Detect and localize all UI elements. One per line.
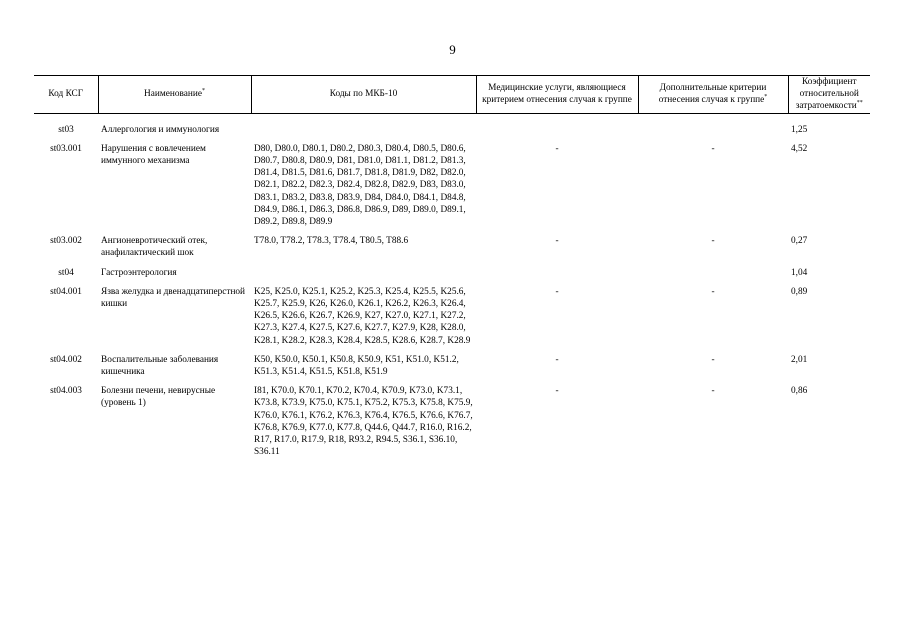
cell-name: Нарушения с вовлечением иммунного механизма (101, 143, 206, 167)
cell-services (476, 267, 638, 286)
cell-name: Гастроэнтерология (101, 267, 177, 278)
cell-coefficient: 1,04 (791, 267, 808, 278)
cell-mkb: T78.0, T78.2, T78.3, T78.4, T80.5, T88.6 (254, 236, 409, 247)
table-row (34, 267, 870, 286)
cell-code: st04.003 (50, 386, 82, 397)
cell-services: - (555, 354, 559, 365)
header-coefficient-footnote-mark: ** (856, 100, 863, 107)
cell-additional (638, 113, 788, 143)
cell-coefficient: 0,89 (791, 286, 808, 297)
cell-mkb: D80, D80.0, D80.1, D80.2, D80.3, D80.4, D80.5, D80.6, D80.7, D80.8, D80.9, D81, D81.0, D81.1, D81.2, D81.3, D81.4, D81.5, D81.6, D81.7, D81.8, D81.9, D82, D82.0, D82.1, D82.2, D82.3, D82.4, D82.8, D82.9, D83, D83.0, D83.1, D83.2, D83.8, D83.9, D84, D84.0, D84.1, D84.8, D84.9, D86.1, D86.3, D86.8, D86.9, D89, D89.0, D89.1, D89.2, D89.8, D89.9 (254, 143, 466, 228)
header-additional: Дополнительные критерии отнесения случая к группе* (638, 76, 788, 114)
cell-mkb: I81, K70.0, K70.1, K70.2, K70.4, K70.9, K73.0, K73.1, K73.8, K73.9, K75.0, K75.1, K75.2, K75.3, K75.8, K75.9, K76.0, K76.1, K76.2, K76.3, K76.4, K76.5, K76.6, K76.7, K76.8, K76.9, K77.0, K77.8, Q44.6, Q44.7, R16.0, R16.2, R17, R17.0, R17.9, R18, R93.2, R94.5, S36.1, S36.10, S36.11 (254, 386, 473, 458)
header-name: Наименование* (98, 76, 251, 114)
header-name-footnote-mark: * (201, 88, 205, 95)
cell-code: st04 (58, 267, 74, 278)
cell-name: Язва желудка и двенадцатиперстной кишки (101, 286, 246, 310)
table-row (34, 235, 870, 266)
table-row (34, 286, 870, 354)
cell-coefficient: 2,01 (791, 354, 808, 365)
table-body (34, 113, 870, 465)
cell-services: - (555, 286, 559, 297)
cell-name: Болезни печени, невирусные (уровень 1) (101, 386, 216, 409)
cell-services: - (555, 143, 559, 154)
header-mkb: Коды по МКБ-10 (251, 76, 476, 114)
cell-additional: - (711, 286, 715, 297)
table-row (34, 354, 870, 385)
cell-name: Воспалительные заболевания кишечника (101, 354, 219, 378)
cell-code: st04.001 (50, 286, 82, 297)
table-row (34, 143, 870, 235)
header-coefficient: Коэффициент относительной затратоемкости** (788, 76, 870, 114)
table-row (34, 385, 870, 465)
ksg-table (34, 75, 870, 465)
header-services: Медицинские услуги, являющиеся критерием отнесения случая к группе (476, 76, 638, 114)
cell-additional: - (711, 386, 715, 397)
cell-additional: - (711, 143, 715, 154)
cell-coefficient: 0,27 (791, 236, 808, 247)
cell-additional: - (711, 236, 715, 247)
cell-additional: - (711, 354, 715, 365)
cell-mkb (251, 267, 476, 286)
cell-code: st04.002 (50, 354, 82, 365)
cell-mkb: K50, K50.0, K50.1, K50.8, K50.9, K51, K51.0, K51.2, K51.3, K51.4, K51.5, K51.8, K51.9 (254, 354, 459, 378)
cell-name: Ангионевротический отек, анафилактический шок (101, 236, 208, 259)
cell-name: Аллергология и иммунология (101, 124, 220, 135)
cell-coefficient: 4,52 (791, 143, 808, 154)
cell-services (476, 113, 638, 143)
table-row (34, 113, 870, 143)
cell-code: st03.001 (50, 143, 82, 154)
cell-mkb (251, 113, 476, 143)
cell-code: st03.002 (50, 236, 82, 247)
header-additional-footnote-mark: * (764, 94, 768, 101)
cell-additional (638, 267, 788, 286)
cell-coefficient: 0,86 (791, 386, 808, 397)
cell-services: - (555, 236, 559, 247)
page-number: 9 (449, 42, 456, 57)
cell-coefficient: 1,25 (791, 124, 808, 135)
table-header (34, 76, 870, 114)
cell-services: - (555, 386, 559, 397)
cell-code: st03 (58, 124, 74, 135)
cell-mkb: K25, K25.0, K25.1, K25.2, K25.3, K25.4, K25.5, K25.6, K25.7, K25.9, K26, K26.0, K26.1, K26.2, K26.3, K26.4, K26.5, K26.6, K26.7, K26.9, K27, K27.0, K27.1, K27.2, K27.3, K27.4, K27.5, K27.6, K27.7, K27.9, K28, K28.0, K28.1, K28.2, K28.3, K28.4, K28.5, K28.6, K28.7, K28.9 (254, 286, 471, 346)
header-code: Код КСГ (34, 76, 98, 114)
